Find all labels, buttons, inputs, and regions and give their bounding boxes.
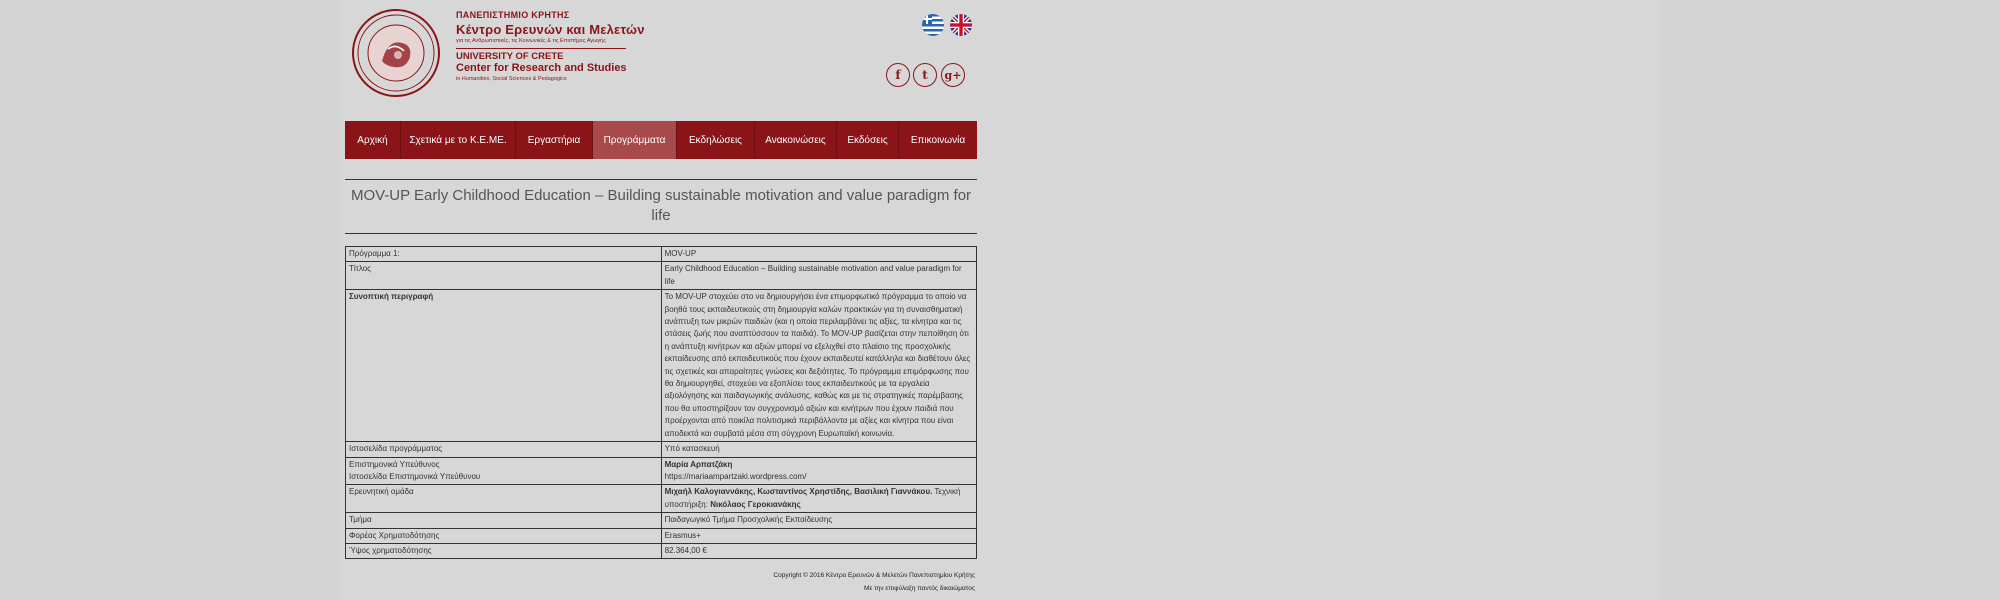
uk-flag-icon[interactable] <box>950 14 972 36</box>
row-value-supervisor <box>661 457 976 485</box>
supervisor-label: Επιστημονικά Υπεύθυνος <box>349 459 440 469</box>
table-row <box>346 543 977 558</box>
table-row <box>346 262 977 290</box>
greek-flag-icon[interactable] <box>922 14 944 36</box>
row-label-supervisor <box>346 457 662 485</box>
table-row <box>346 457 977 485</box>
research-team-members: Μιχαήλ Καλογιαννάκης, Κωσταντίνος Χρηστίδης, Βασιλική Γιαννάκου. <box>664 487 933 497</box>
row-value-funding-amount: 82.364,00 € <box>661 543 976 558</box>
footer-copyright <box>773 569 975 595</box>
title-top-rule <box>345 179 977 180</box>
table-row <box>346 513 977 528</box>
rights-text: Με την επιφύλαξη παντός δικαιώματος <box>864 585 975 592</box>
university-seal-logo[interactable] <box>352 9 440 97</box>
row-label-title: Τίτλος <box>346 262 662 290</box>
table-row <box>346 528 977 543</box>
technical-support-label: Τεχνική υποστήριξη: <box>664 487 961 509</box>
nav-item-contact[interactable]: Επικοινωνία <box>910 134 966 146</box>
row-label-website: Ιστοσελίδα προγράμματος <box>346 442 662 457</box>
row-label-funder: Φορέας Χρηματοδότησης <box>346 528 662 543</box>
supervisor-name: Μαρία Αρπατζάκη <box>664 459 733 469</box>
logo-center-english: Center for Research and Studies <box>456 62 627 74</box>
main-navigation <box>345 121 977 159</box>
technical-support-member: Νικόλαος Γεροκιανάκης <box>710 499 801 509</box>
logo-fields-greek: για τις Ανθρωπιστικές, τις Κοινωνικές & τις Επιστήμες Αγωγής <box>456 38 606 44</box>
row-label-funding-amount: Ύψος χρηματοδότησης <box>346 543 662 558</box>
logo-divider <box>456 48 626 49</box>
nav-item-publications[interactable]: Εκδόσεις <box>837 121 899 159</box>
table-row <box>346 290 977 442</box>
table-row <box>346 485 977 513</box>
row-label-research-team: Ερευνητική ομάδα <box>346 485 662 513</box>
row-value-summary: Το MOV-UP στοχεύει στο να δημιουργήσει ένα επιμορφωτικό πρόγραμμα το οποίο να βοηθά τους εκπαιδευτικούς στη δημιουργία καλών πρακτικών για τη συναισθηματική ανάπτυξη των μικρών παιδιών (και η οποία περιλαμβάνει τις αξίες, τα κίνητρα και τις στάσεις ζωής που αναπτύσσουν τα παιδιά). Το MOV-UP βασίζεται στην πεποίθηση ότι η ανάπτυξη κινήτρων και αξιών μπορεί να εξελιχθεί στο πλαίσιο της προσχολικής εκπαίδευσης από εκπαιδευτικούς που έχουν εκπαιδευτεί κατάλληλα και διαθέτουν όλες τις σχετικές και απαραίτητες γνώσεις και δεξιότητες. Το πρόγραμμα επιμόρφωσης που θα δημιουργηθεί, στοχεύει να εξοπλίσει τους εκπαιδευτικούς με τα εργαλεία αξιολόγησης και παιδαγωγικής ανάλυσης, καθώς και με τις στρατηγικές παρέμβασης που θα υποστηρίξουν τον συγχρονισμό αξιών και κινήτρων που έχουν παιδιά που προέρχονται από ποικίλα πολιτισμικά περιβάλλοντα με αξίες και κίνητρα που είναι αποδεκτά και συμβατά μέσα στη σύγχρονη Ευρωπαϊκή κοινωνία. <box>661 290 976 442</box>
logo-university-greek: ΠΑΝΕΠΙΣΤΗΜΙΟ ΚΡΗΤΗΣ <box>456 10 570 20</box>
row-value-website: Υπό κατασκευή <box>661 442 976 457</box>
googleplus-icon[interactable]: g+ <box>941 63 965 87</box>
institution-name-logo[interactable] <box>456 11 656 83</box>
facebook-icon[interactable]: f <box>886 63 910 87</box>
row-value-program: MOV-UP <box>661 247 976 262</box>
page-title: MOV-UP Early Childhood Education – Building sustainable motivation and value paradigm for life <box>350 187 972 224</box>
nav-item-programs[interactable]: Προγράμματα <box>593 121 677 159</box>
nav-item-home[interactable]: Αρχική <box>345 121 401 159</box>
row-value-title: Early Childhood Education – Building sustainable motivation and value paradigm for life <box>661 262 976 290</box>
row-label-program: Πρόγραμμα 1: <box>346 247 662 262</box>
nav-item-about[interactable]: Σχετικά με το Κ.Ε.ΜΕ. <box>401 121 516 159</box>
table-row <box>346 247 977 262</box>
nav-item-labs[interactable]: Εργαστήρια <box>516 121 593 159</box>
nav-item-announcements[interactable]: Ανακοινώσεις <box>755 121 837 159</box>
nav-item-events[interactable]: Εκδηλώσεις <box>677 121 755 159</box>
row-label-summary: Συνοπτική περιγραφή <box>346 290 662 442</box>
row-value-funder: Erasmus+ <box>661 528 976 543</box>
supervisor-website-link[interactable]: https://mariaampartzaki.wordpress.com/ <box>664 471 807 481</box>
content-wrapper <box>345 0 977 600</box>
table-row <box>346 442 977 457</box>
title-bottom-rule <box>345 233 977 234</box>
row-value-research-team <box>661 485 976 513</box>
logo-center-greek: Κέντρο Ερευνών και Μελετών <box>456 22 645 37</box>
copyright-text: Copyright © 2016 Κέντρο Ερευνών & Μελετών Πανεπιστημίου Κρήτης <box>773 572 975 579</box>
program-details-table <box>345 246 977 559</box>
twitter-icon[interactable]: t <box>913 63 937 87</box>
logo-university-english: UNIVERSITY OF CRETE <box>456 50 564 62</box>
logo-fields-english: in Humanities, Social Sciences & Pedagogics <box>456 76 567 82</box>
row-label-department: Τμήμα <box>346 513 662 528</box>
row-value-department: Παιδαγωγικό Τμήμα Προσχολικής Εκπαίδευσης <box>661 513 976 528</box>
supervisor-website-label: Ιστοσελίδα Επιστημονικά Υπεύθυνου <box>349 471 481 481</box>
